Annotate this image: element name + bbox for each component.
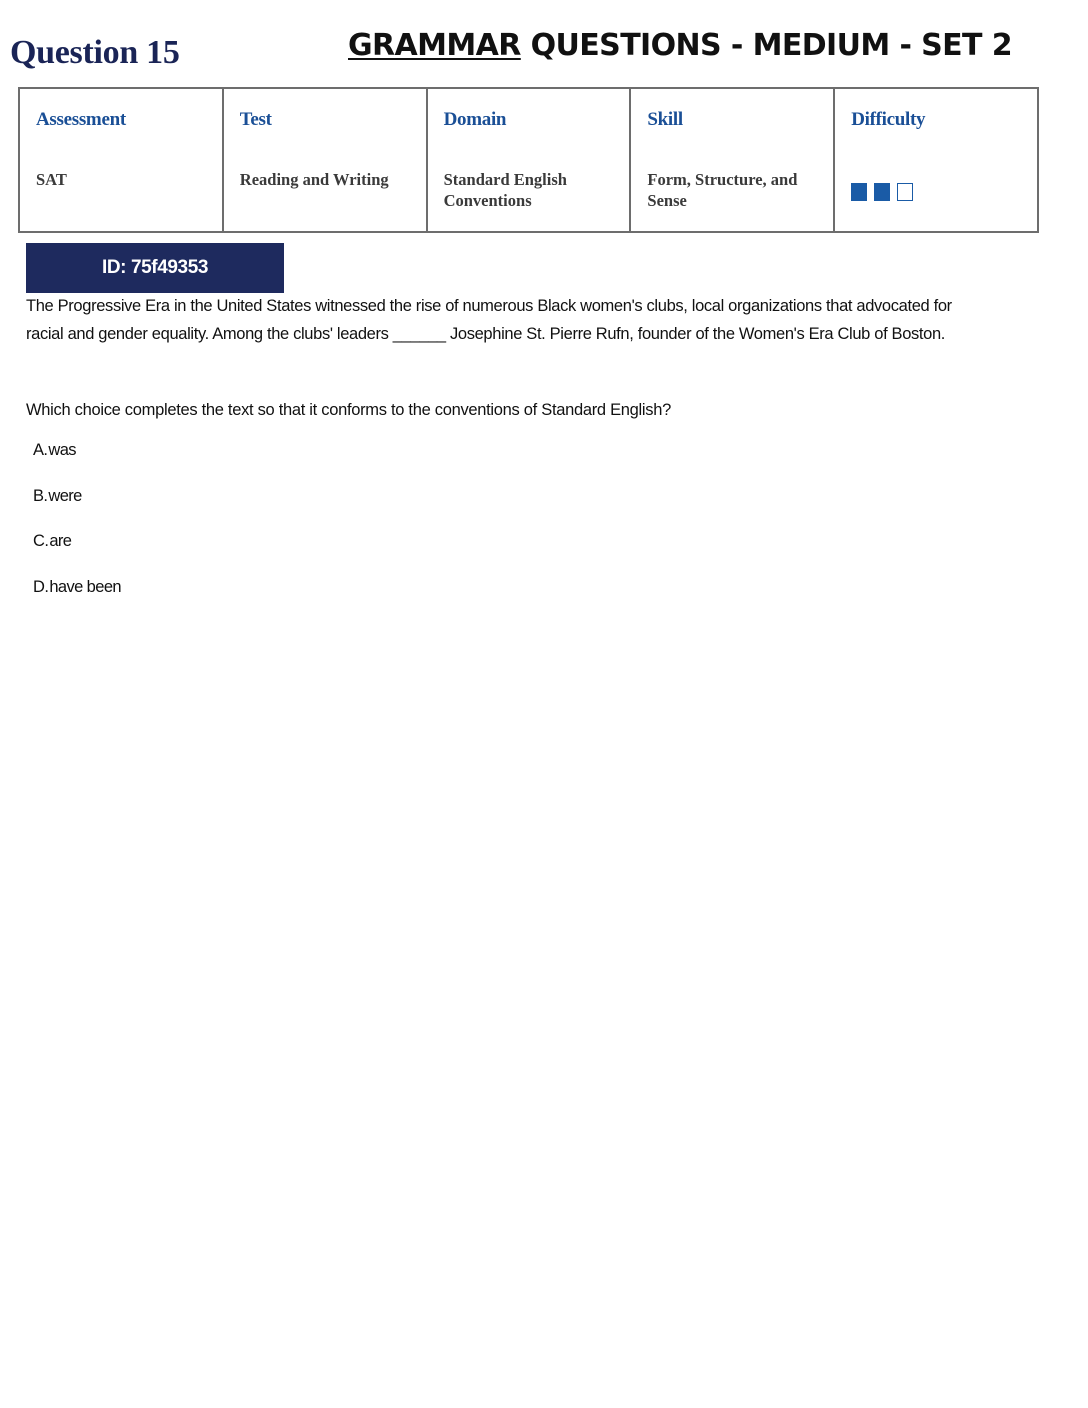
meta-value-domain: Standard English Conventions bbox=[443, 170, 567, 210]
meta-cell-domain bbox=[428, 89, 632, 231]
choice-text: have been bbox=[49, 577, 121, 596]
meta-label-assessment: Assessment bbox=[36, 109, 126, 130]
meta-label-difficulty: Difficulty bbox=[851, 109, 926, 130]
difficulty-indicator bbox=[851, 183, 913, 201]
choice-text: were bbox=[48, 486, 82, 505]
meta-label-domain: Domain bbox=[443, 109, 507, 130]
meta-value-test: Reading and Writing bbox=[239, 170, 389, 189]
choice-text: was bbox=[48, 441, 76, 459]
answer-choice-c[interactable] bbox=[33, 528, 121, 574]
choice-letter: D. bbox=[33, 577, 49, 596]
difficulty-bar-empty bbox=[897, 183, 913, 201]
choice-letter: A. bbox=[33, 441, 48, 459]
difficulty-bar-filled bbox=[874, 183, 890, 201]
question-number: Question 15 bbox=[10, 34, 180, 71]
set-title-rest: QUESTIONS - MEDIUM - SET 2 bbox=[520, 28, 1013, 63]
meta-cell-assessment bbox=[20, 89, 224, 231]
answer-choice-a[interactable] bbox=[33, 437, 121, 483]
set-title-underlined: GRAMMAR bbox=[348, 28, 521, 63]
question-id-badge: ID: 75f49353 bbox=[26, 243, 284, 293]
meta-label-skill: Skill bbox=[647, 109, 683, 130]
question-passage: The Progressive Era in the United States witnessed the rise of numerous Black women's clubs, local organizations that advocated for racial and gender equality. Among the clubs' leaders ______ Josephine St. Pierre Rufn, founder of the Women's Era Club of Boston. bbox=[26, 297, 952, 343]
meta-cell-skill bbox=[631, 89, 835, 231]
meta-cell-difficulty bbox=[835, 89, 1037, 231]
difficulty-bar-filled bbox=[851, 183, 867, 201]
meta-value-skill: Form, Structure, and Sense bbox=[647, 170, 798, 210]
meta-label-test: Test bbox=[239, 109, 272, 130]
choice-letter: B. bbox=[33, 486, 48, 505]
set-title bbox=[348, 28, 1012, 63]
meta-cell-test bbox=[224, 89, 428, 231]
answer-choice-d[interactable] bbox=[33, 574, 121, 620]
meta-value-assessment: SAT bbox=[36, 170, 67, 189]
question-prompt: Which choice completes the text so that it conforms to the conventions of Standard English? bbox=[26, 401, 671, 419]
answer-choice-b[interactable] bbox=[33, 483, 121, 529]
choice-text: are bbox=[49, 532, 72, 550]
choice-letter: C. bbox=[33, 532, 49, 550]
answer-choices bbox=[33, 437, 121, 619]
question-metadata-table bbox=[18, 87, 1039, 233]
